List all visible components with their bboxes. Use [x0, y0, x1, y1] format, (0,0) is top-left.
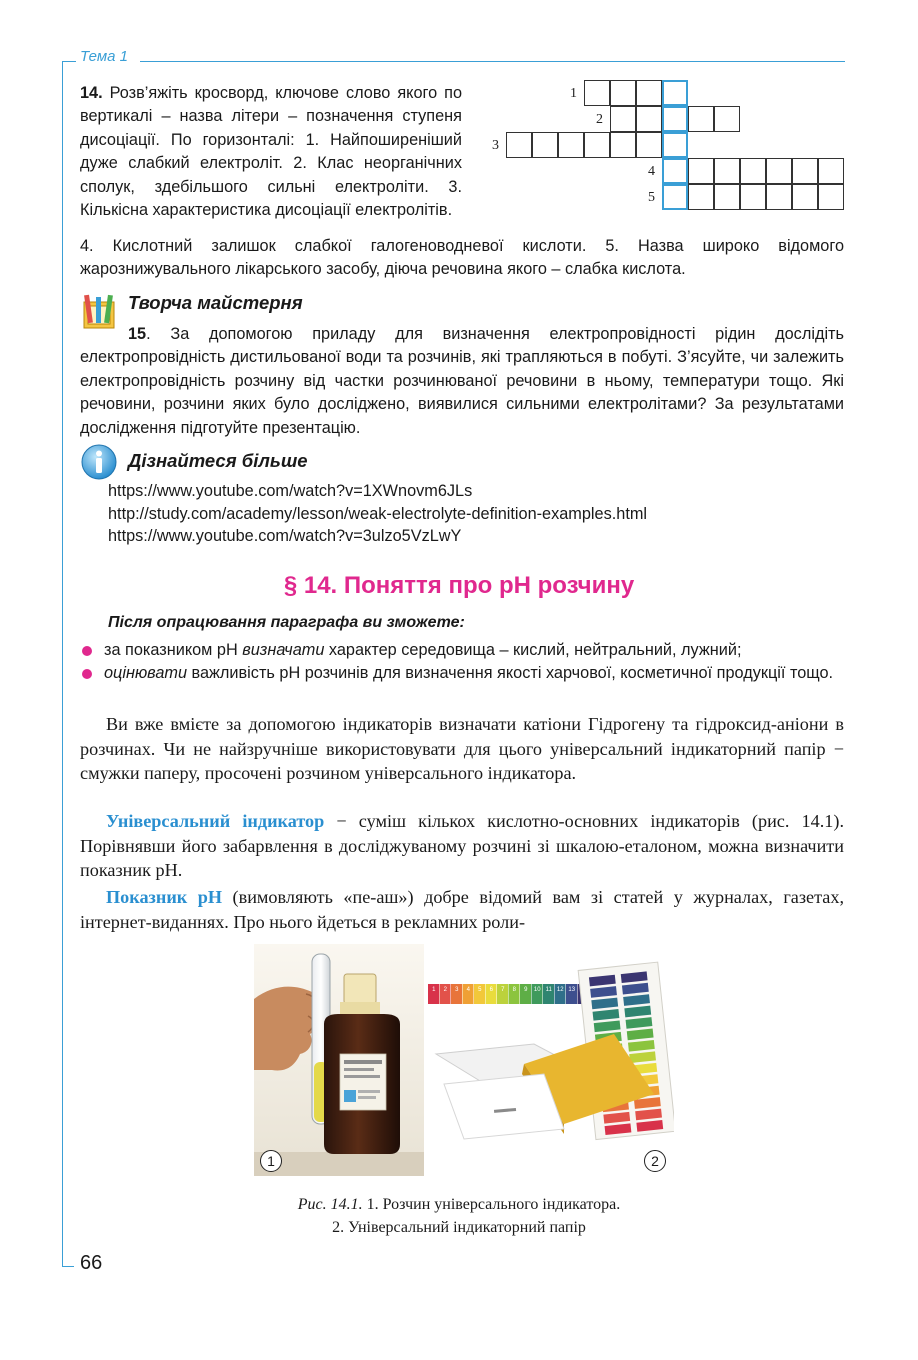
ph-scale-label: 13 [568, 987, 576, 993]
ph-scale-label: 1 [432, 987, 436, 993]
ph-scale-label: 12 [556, 987, 564, 993]
header-rule-left [62, 61, 76, 62]
crossword-key-cell[interactable] [662, 106, 688, 132]
figure-photo-indicator-solution [254, 944, 424, 1176]
learn-more-title: Дізнайтеся більше [128, 450, 308, 471]
crossword-key-cell[interactable] [662, 80, 688, 106]
figure-photo-indicator-paper [424, 944, 674, 1176]
task-14-body: Розв’яжіть кросворд, ключове слово якого по вертикалі – назва літери – позначення ступеня дисоціації. По горизонталі: 1. Найпоширеніший дуже слабкий електроліт. 2. Клас неорганічних сполук, здебільшого сильні електроліти. 3. Кількісна характеристика дисоціації електролітів. [80, 84, 463, 220]
crossword-cell[interactable] [688, 158, 714, 184]
crossword-cell[interactable] [688, 106, 714, 132]
bullet-dot-icon [82, 646, 92, 656]
task-14-number: 14. [80, 84, 103, 102]
crossword-key-cell[interactable] [662, 132, 688, 158]
task-15-body: . За допомогою приладу для визначення електропровідності рідин дослідіть електропровідність дистильованої води та розчинів, які трапляються в побуті. З’ясуйте, чи залежить електропровідність розчину від частки розчинюваної речовини в ньому, температури тощо. Які речовини, розчини яких було досліджено, виявилися сильними електролітами? За результатами дослідження підготуйте презентацію. [80, 325, 844, 437]
task-15-text [80, 323, 844, 440]
learning-goals-list [80, 639, 844, 684]
crossword-cell[interactable] [636, 106, 662, 132]
crossword-cell[interactable] [740, 184, 766, 210]
creative-workshop-title: Творча майстерня [128, 292, 303, 313]
page-number: 66 [80, 1252, 103, 1274]
crossword-row-number: 4 [648, 164, 655, 179]
crossword-cell[interactable] [558, 132, 584, 158]
ph-scale-label: 3 [455, 987, 459, 993]
ph-scale-label: 10 [533, 987, 541, 993]
crossword-key-cell[interactable] [662, 184, 688, 210]
figure-caption: Рис. 14.1. 1. Розчин універсального індикатора. 2. Універсальний індикаторний папір [297, 1196, 621, 1236]
ph-scale-label: 6 [489, 987, 493, 993]
body-paragraph-1: Ви вже вмієте за допомогою індикаторів визначати катіони Гідрогену та гідроксид-аніони в розчинах. Чи не найзручніше використовувати для цього універсальний індикаторний папір − смужки паперу, просочені розчином універсального індикатора. [80, 714, 844, 783]
crossword-cell[interactable] [818, 158, 844, 184]
term-ph: Показник рН [106, 887, 223, 907]
term-universal-indicator: Універсальний індикатор [106, 811, 325, 831]
page-margin-rule [62, 61, 63, 1266]
crossword-cell[interactable] [714, 158, 740, 184]
bullet-dot-icon [82, 669, 92, 679]
task-14-continued: 4. Кислотний залишок слабкої галогеноводневої кислоти. 5. Назва широко відомого жарознижувального лікарського засобу, діюча речовина якого – слабка кислота. [80, 237, 844, 279]
link-youtube-2[interactable]: https://www.youtube.com/watch?v=3ulzo5VzLwY [108, 527, 462, 545]
crossword-cell[interactable] [532, 132, 558, 158]
crossword-cell[interactable] [506, 132, 532, 158]
ph-scale-label: 5 [478, 987, 482, 993]
crossword-cell[interactable] [818, 184, 844, 210]
crossword [480, 80, 850, 220]
crossword-cell[interactable] [688, 184, 714, 210]
crossword-key-cell[interactable] [662, 158, 688, 184]
footer-rule [62, 1266, 74, 1267]
crossword-cell[interactable] [714, 106, 740, 132]
crossword-cell[interactable] [740, 158, 766, 184]
crossword-cell[interactable] [766, 184, 792, 210]
body-paragraph-2: Універсальний індикатор − суміш кількох кислотно-основних індикаторів (рис. 14.1). Порівнявши його забарвлення в досліджуваному розчині зі шкалою-еталоном, можна визначити показник pH. [80, 811, 844, 880]
topic-label: Тема 1 [80, 48, 128, 65]
crossword-cell[interactable] [584, 132, 610, 158]
crossword-row-number: 3 [492, 138, 499, 153]
ph-scale-label: 2 [443, 987, 447, 993]
crossword-cell[interactable] [584, 80, 610, 106]
task-15-number: 15 [128, 325, 147, 343]
learning-goals-heading: Після опрацювання параграфа ви зможете: [108, 614, 465, 631]
ph-scale-label: 9 [524, 987, 528, 993]
learn-more-links [108, 480, 647, 548]
crossword-cell[interactable] [792, 184, 818, 210]
crossword-row-number: 2 [596, 112, 603, 127]
crossword-row-number: 5 [648, 190, 655, 205]
crossword-cell[interactable] [610, 106, 636, 132]
figure-badge-1: 1 [260, 1150, 282, 1172]
crossword-cell[interactable] [766, 158, 792, 184]
ph-scale-label: 4 [466, 987, 470, 993]
body-paragraph-3: Показник рН (вимовляють «пе-аш») добре відомий вам зі статей у журналах, газетах, інтернет-виданнях. Про нього йдеться в рекламних роли- [80, 887, 844, 932]
ph-scale-label: 8 [512, 987, 516, 993]
crossword-cell[interactable] [636, 80, 662, 106]
link-study-com[interactable]: http://study.com/academy/lesson/weak-electrolyte-definition-examples.html [108, 504, 648, 523]
link-youtube-1[interactable]: https://www.youtube.com/watch?v=1XWnovm6JLs [108, 482, 473, 500]
crossword-cell[interactable] [610, 132, 636, 158]
header-rule [140, 61, 845, 62]
crossword-cell[interactable] [610, 80, 636, 106]
task-14-text [80, 82, 462, 222]
crossword-cell[interactable] [792, 158, 818, 184]
ph-scale-label: 7 [501, 987, 505, 993]
figure-badge-2: 2 [644, 1150, 666, 1172]
list-item: за показником pH визначати характер середовища – кислий, нейтральний, лужний; [80, 639, 844, 662]
crossword-cell[interactable] [636, 132, 662, 158]
info-icon [80, 443, 118, 481]
crossword-cell[interactable] [714, 184, 740, 210]
ph-scale-label: 11 [545, 987, 552, 993]
crossword-row-number: 1 [570, 86, 577, 101]
list-item: оцінювати важливість pH розчинів для визначення якості харчової, косметичної продукції тощо. [80, 662, 844, 685]
paragraph-title: § 14. Поняття про рН розчину [283, 572, 635, 599]
figure-caption-label: Рис. 14.1. [297, 1196, 363, 1213]
